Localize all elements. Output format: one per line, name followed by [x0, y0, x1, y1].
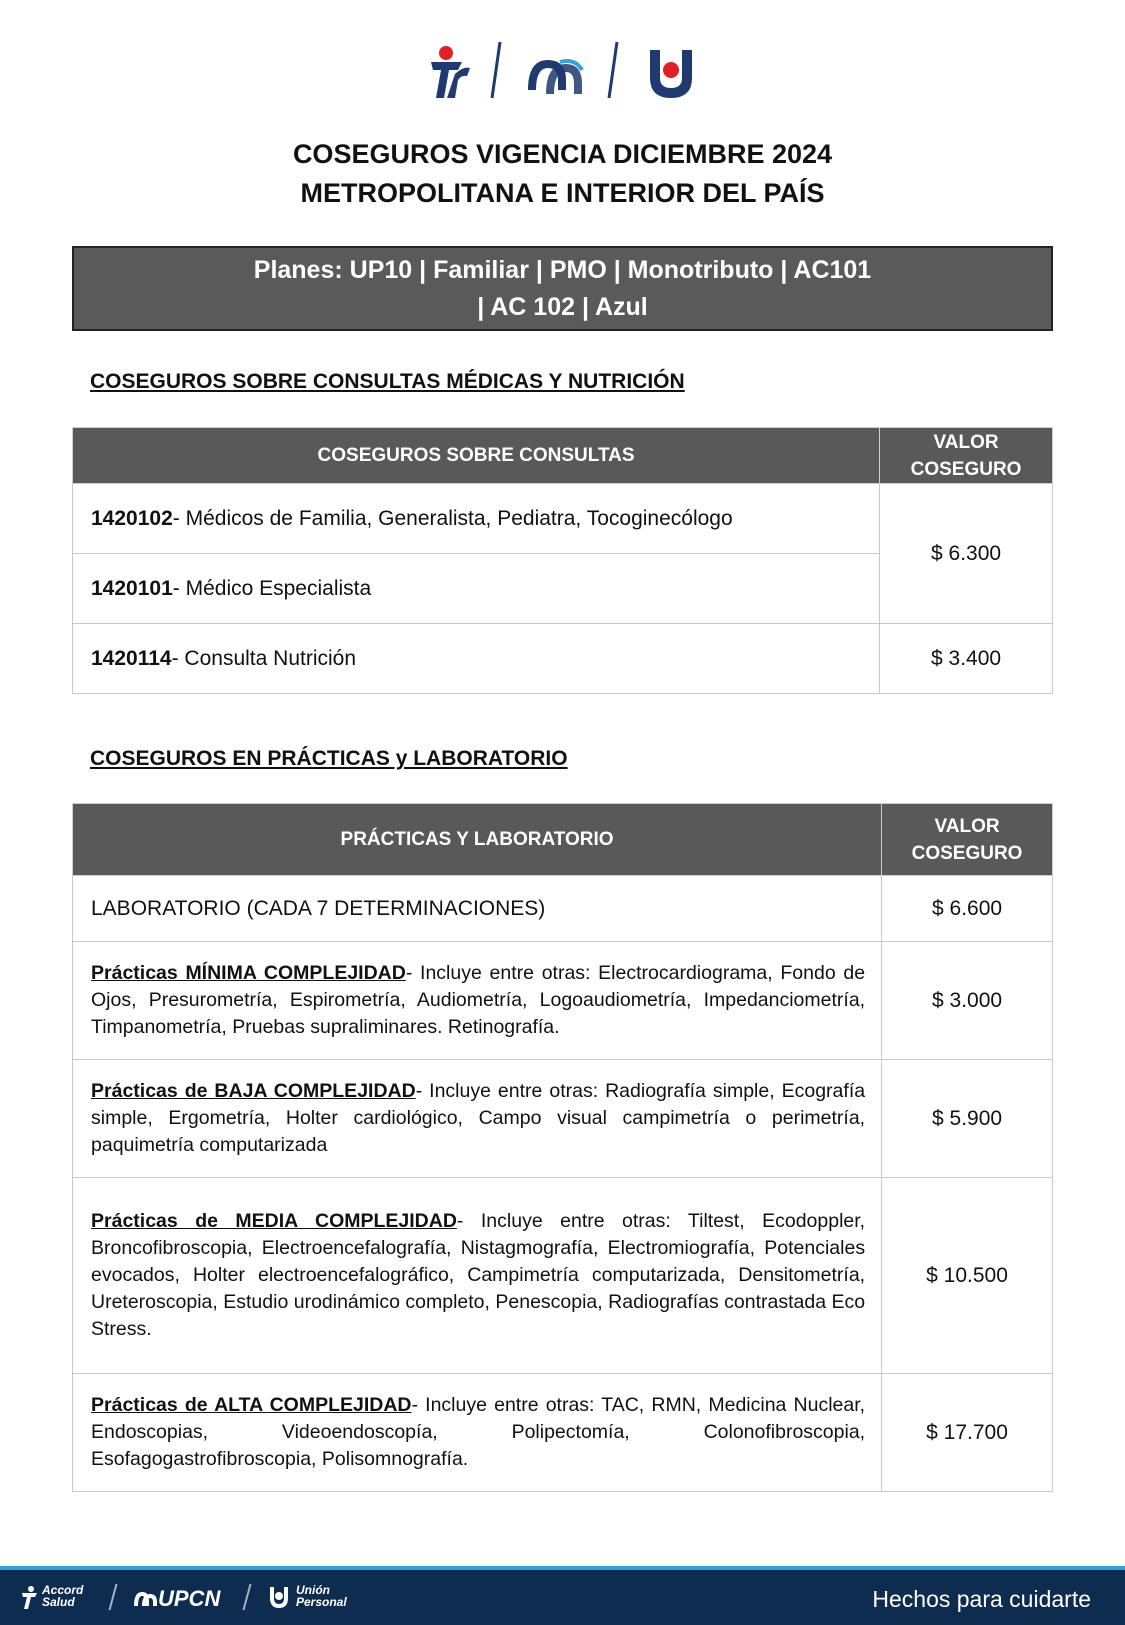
col-header-value: VALOR COSEGURO [882, 804, 1053, 876]
consulta-label: - Consulta Nutrición [171, 646, 357, 670]
consulta-value: $ 6.300 [880, 484, 1053, 624]
title-line-2: METROPOLITANA E INTERIOR DEL PAÍS [300, 178, 825, 208]
table-row [73, 1178, 1053, 1374]
footer-tagline: Hechos para cuidarte [872, 1586, 1091, 1612]
practica-label: Prácticas de BAJA COMPLEJIDAD [91, 1080, 416, 1102]
practica-label: Prácticas de ALTA COMPLEJIDAD [91, 1394, 412, 1416]
consulta-description [73, 554, 880, 624]
page-title [0, 135, 1125, 213]
practica-label: Prácticas MÍNIMA COMPLEJIDAD [91, 962, 406, 984]
footer-bar [0, 1566, 1125, 1625]
logo-separator [492, 42, 500, 98]
consulta-description [73, 624, 880, 694]
practica-value: $ 17.700 [882, 1374, 1053, 1492]
practica-text: - Incluye entre otras: Tiltest, Ecodoppler, Broncofibroscopia, Electroencefalografía, Nistagmografía, Electromiografía, Potenciales evocados, Holter electroencefalográfico, Campimetría computarizada, Densitometría, Ureteroscopia, Estudio urodinámico completo, Penescopia, Radiografías contrastada Eco Stress. [91, 1210, 866, 1340]
title-line-1: COSEGUROS VIGENCIA DICIEMBRE 2024 [292, 139, 833, 169]
footer-brand-union-personal: Unión Personal [296, 1583, 347, 1609]
header-logos [0, 40, 1125, 100]
practica-text: - Incluye entre otras: Electrocardiograma, Fondo de Ojos, Presurometría, Espirometría, Audiometría, Logoaudiometría, Impedanciometría, Timpanometría, Pruebas supraliminares. Retinografía. [91, 962, 866, 1038]
plans-line-1: Planes: UP10 | Familiar | PMO | Monotributo | AC101 [253, 256, 872, 284]
union-personal-logo [650, 50, 692, 98]
footer-brand-accord: Accord Salud [42, 1583, 84, 1609]
col-header-service: PRÁCTICAS Y LABORATORIO [73, 804, 882, 876]
practicas-table [72, 803, 1053, 1492]
upcn-logo [528, 60, 582, 94]
union-personal-icon [268, 1585, 290, 1609]
practicas-section-title: COSEGUROS EN PRÁCTICAS y LABORATORIO [90, 747, 568, 770]
col-header-service: COSEGUROS SOBRE CONSULTAS [73, 428, 880, 484]
practica-value: $ 10.500 [882, 1178, 1053, 1374]
practica-label: Prácticas de MEDIA COMPLEJIDAD [91, 1210, 457, 1232]
table-row [73, 484, 1053, 554]
plans-banner [72, 246, 1053, 331]
practica-description [73, 1178, 882, 1374]
accord-salud-icon [20, 1585, 38, 1609]
table-row [73, 1374, 1053, 1492]
consulta-code: 1420101 [91, 576, 173, 600]
table-row [73, 624, 1053, 694]
consultas-table [72, 427, 1053, 694]
consulta-label: - Médico Especialista [172, 576, 372, 600]
table-row [73, 942, 1053, 1060]
footer-separator [243, 1584, 252, 1610]
plans-line-2: | AC 102 | Azul [477, 293, 648, 321]
upcn-icon [132, 1588, 158, 1608]
table-header-row [73, 428, 1053, 484]
footer-separator [109, 1584, 118, 1610]
practica-text: - Incluye entre otras: TAC, RMN, Medicina Nuclear, Endoscopias, Videoendoscopía, Polipectomía, Colonofibroscopia, Esofagogastrofibroscopia, Polisomnografía. [91, 1394, 866, 1470]
consulta-label: - Médicos de Familia, Generalista, Pediatra, Tocoginecólogo [172, 506, 733, 530]
accord-salud-logo [431, 46, 470, 98]
practica-value: $ 3.000 [882, 942, 1053, 1060]
practica-description [73, 942, 882, 1060]
practica-description: LABORATORIO (CADA 7 DETERMINACIONES) [73, 876, 882, 942]
col-header-value: VALOR COSEGURO [880, 428, 1053, 484]
practica-text: - Incluye entre otras: Radiografía simple, Ecografía simple, Ergometría, Holter cardiológico, Campo visual campimetría o perimetría, paquimetría computarizada [91, 1080, 866, 1156]
consulta-code: 1420114 [91, 646, 172, 670]
table-row [73, 1060, 1053, 1178]
logo-separator [609, 42, 617, 98]
consulta-value: $ 3.400 [880, 624, 1053, 694]
footer-brand-upcn: UPCN [158, 1586, 221, 1611]
practica-description [73, 1060, 882, 1178]
consultas-section-title: COSEGUROS SOBRE CONSULTAS MÉDICAS Y NUTRICIÓN [90, 370, 685, 393]
consulta-code: 1420102 [91, 506, 173, 530]
consulta-description [73, 484, 880, 554]
practica-description [73, 1374, 882, 1492]
table-row [73, 876, 1053, 942]
practica-value: $ 5.900 [882, 1060, 1053, 1178]
practica-value: $ 6.600 [882, 876, 1053, 942]
table-header-row [73, 804, 1053, 876]
